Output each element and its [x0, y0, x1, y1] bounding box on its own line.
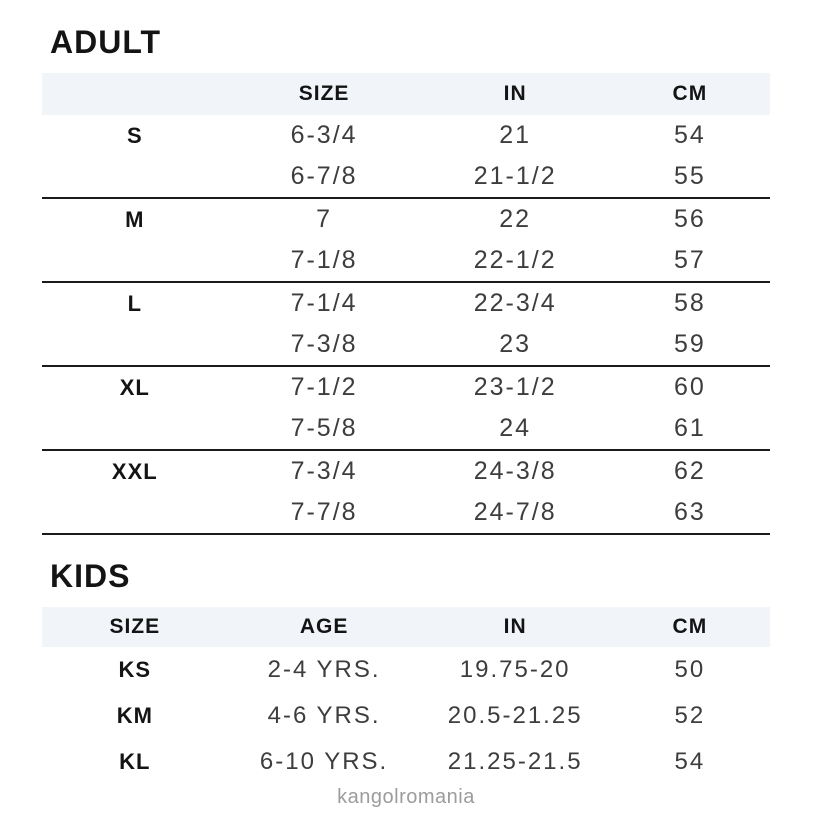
cm-value-cell: 55: [673, 162, 706, 190]
in-value-cell: 19.75-20: [459, 656, 571, 683]
cm-value-cell: 54: [673, 121, 706, 149]
cm-value-cell: 56: [673, 205, 706, 233]
in-value-cell: 21-1/2: [473, 162, 557, 190]
size-group-label: M: [125, 206, 145, 232]
size-value-cell: 7-7/8: [290, 498, 358, 526]
size-value-cell: 7-1/2: [290, 373, 358, 401]
kids-column-header-size: SIZE: [109, 615, 161, 638]
table-row: [42, 156, 770, 197]
age-value-cell: 6-10 YRS.: [259, 748, 389, 775]
in-value-cell: 22-1/2: [473, 246, 557, 274]
kids-size-table: [42, 607, 770, 785]
in-value-cell: 21: [499, 121, 532, 149]
cm-value-cell: 63: [673, 498, 706, 526]
in-value-cell: 24-7/8: [473, 498, 557, 526]
size-group-label: XXL: [111, 458, 158, 484]
cm-value-cell: 60: [673, 373, 706, 401]
cm-value-cell: 57: [673, 246, 706, 274]
cm-value-cell: 58: [673, 289, 706, 317]
table-row: [42, 408, 770, 449]
in-value-cell: 20.5-21.25: [447, 702, 583, 729]
size-value-cell: 7-5/8: [290, 414, 358, 442]
adult-column-header-size: SIZE: [298, 82, 350, 105]
table-row: [42, 115, 770, 156]
kids-column-header-in: IN: [503, 615, 527, 638]
adult-size-group-s: [42, 115, 770, 199]
size-value-cell: 7-3/4: [290, 457, 358, 485]
kids-column-header-age: AGE: [299, 615, 349, 638]
table-row: [42, 451, 770, 492]
table-row: [42, 367, 770, 408]
in-value-cell: 24-3/8: [473, 457, 557, 485]
table-row: [42, 283, 770, 324]
kids-size-label: KL: [119, 749, 151, 774]
cm-value-cell: 59: [673, 330, 706, 358]
kids-size-label: KS: [118, 657, 152, 682]
kids-size-label: KM: [116, 703, 153, 728]
adult-size-group-xl: [42, 367, 770, 451]
table-row: [42, 199, 770, 240]
size-group-label: XL: [119, 374, 150, 400]
size-group-label: S: [126, 122, 143, 148]
adult-size-table: [42, 73, 770, 535]
size-value-cell: 7-1/4: [290, 289, 358, 317]
size-group-label: L: [127, 290, 143, 316]
table-row: [42, 693, 770, 739]
size-value-cell: 6-3/4: [290, 121, 358, 149]
in-value-cell: 21.25-21.5: [447, 748, 583, 775]
size-value-cell: 6-7/8: [290, 162, 358, 190]
table-row: [42, 240, 770, 281]
table-row: [42, 492, 770, 533]
watermark-text: kangolromania: [337, 786, 475, 808]
in-value-cell: 22: [499, 205, 532, 233]
adult-section-title: ADULT: [50, 24, 162, 60]
age-value-cell: 4-6 YRS.: [267, 702, 381, 729]
size-value-cell: 7: [316, 205, 333, 233]
in-value-cell: 22-3/4: [473, 289, 557, 317]
table-row: [42, 739, 770, 785]
adult-table-header-row: [42, 73, 770, 115]
age-value-cell: 2-4 YRS.: [267, 656, 381, 683]
cm-value-cell: 50: [674, 656, 706, 683]
kids-section-title: KIDS: [50, 558, 131, 594]
cm-value-cell: 52: [674, 702, 706, 729]
adult-column-header-cm: CM: [672, 82, 708, 105]
adult-size-group-xxl: [42, 451, 770, 535]
adult-column-header-in: IN: [503, 82, 527, 105]
kids-column-header-cm: CM: [672, 615, 708, 638]
in-value-cell: 23-1/2: [473, 373, 557, 401]
in-value-cell: 24: [499, 414, 532, 442]
cm-value-cell: 61: [673, 414, 706, 442]
cm-value-cell: 54: [674, 748, 706, 775]
size-value-cell: 7-1/8: [290, 246, 358, 274]
in-value-cell: 23: [499, 330, 532, 358]
adult-size-group-m: [42, 199, 770, 283]
table-row: [42, 324, 770, 365]
kids-table-header-row: [42, 607, 770, 647]
size-value-cell: 7-3/8: [290, 330, 358, 358]
table-row: [42, 647, 770, 693]
adult-size-group-l: [42, 283, 770, 367]
cm-value-cell: 62: [673, 457, 706, 485]
